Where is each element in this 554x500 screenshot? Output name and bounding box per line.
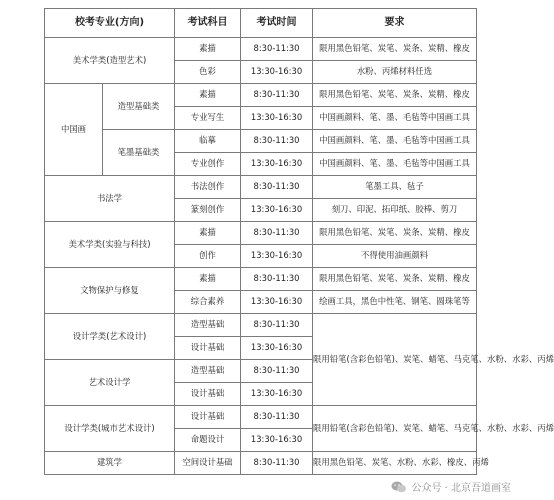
requirement-cell: 不得使用油画颜料	[313, 245, 477, 268]
major-cell: 艺术设计学	[45, 360, 175, 406]
time-cell: 13:30-16:30	[241, 429, 313, 452]
major-cell: 美术学类(造型艺术)	[45, 38, 175, 84]
requirement-cell: 刻刀、印泥、拓印纸、胶棒、剪刀	[313, 199, 477, 222]
requirement-cell: 限用黑色铅笔、炭笔、炭条、炭精、橡皮	[313, 222, 477, 245]
subject-cell: 素描	[175, 268, 241, 291]
requirement-cell-urban: 限用铅笔(含彩色铅笔)、炭笔、蜡笔、马克笔、水粉、水彩、丙烯	[313, 406, 477, 452]
requirement-cell: 水粉、丙烯材料任选	[313, 61, 477, 84]
major-cell: 建筑学	[45, 452, 175, 475]
subject-cell: 书法创作	[175, 176, 241, 199]
major-cell: 中国画	[45, 84, 103, 176]
subject-cell: 造型基础	[175, 314, 241, 337]
requirement-cell: 绘画工具，黑色中性笔、钢笔、圆珠笔等	[313, 291, 477, 314]
major-cell: 设计学类(城市艺术设计)	[45, 406, 175, 452]
table-row	[45, 38, 477, 61]
watermark	[391, 479, 511, 494]
header-subject: 考试科目	[175, 9, 241, 38]
time-cell: 13:30-16:30	[241, 291, 313, 314]
major-cell: 设计学类(艺术设计)	[45, 314, 175, 360]
time-cell: 8:30-11:30	[241, 314, 313, 337]
subject-cell: 造型基础	[175, 360, 241, 383]
requirement-cell: 限用黑色铅笔、炭笔、炭条、炭精、橡皮	[313, 84, 477, 107]
requirement-cell-design: 限用铅笔(含彩色铅笔)、炭笔、蜡笔、马克笔、水粉、水彩、丙烯	[313, 314, 477, 406]
table-row	[45, 130, 477, 153]
subject-cell: 设计基础	[175, 383, 241, 406]
subject-cell: 专业创作	[175, 153, 241, 176]
table-row	[45, 176, 477, 199]
requirement-cell: 中国画颜料、笔、墨、毛毡等中国画工具	[313, 153, 477, 176]
time-cell: 13:30-16:30	[241, 107, 313, 130]
subject-cell: 创作	[175, 245, 241, 268]
major-cell: 书法学	[45, 176, 175, 222]
major-cell: 美术学类(实验与科技)	[45, 222, 175, 268]
table-row	[45, 314, 477, 337]
subject-cell: 命题设计	[175, 429, 241, 452]
header-requirement: 要求	[313, 9, 477, 38]
major-cell: 文物保护与修复	[45, 268, 175, 314]
table-header-row	[45, 9, 477, 38]
subject-cell: 设计基础	[175, 337, 241, 360]
time-cell: 13:30-16:30	[241, 153, 313, 176]
subject-cell: 空间设计基础	[175, 452, 241, 475]
time-cell: 13:30-16:30	[241, 383, 313, 406]
subject-cell: 素描	[175, 84, 241, 107]
requirement-cell: 中国画颜料、笔、墨、毛毡等中国画工具	[313, 130, 477, 153]
requirement-cell: 限用黑色铅笔、炭笔、炭条、炭精、橡皮	[313, 38, 477, 61]
header-major: 校考专业(方向)	[45, 9, 175, 38]
time-cell: 13:30-16:30	[241, 245, 313, 268]
header-time: 考试时间	[241, 9, 313, 38]
table-row	[45, 406, 477, 429]
subject-cell: 综合素养	[175, 291, 241, 314]
time-cell: 8:30-11:30	[241, 268, 313, 291]
time-cell: 13:30-16:30	[241, 61, 313, 84]
time-cell: 13:30-16:30	[241, 337, 313, 360]
time-cell: 8:30-11:30	[241, 222, 313, 245]
table-row	[45, 268, 477, 291]
time-cell: 8:30-11:30	[241, 452, 313, 475]
subject-cell: 素描	[175, 222, 241, 245]
requirement-cell: 笔墨工具、毡子	[313, 176, 477, 199]
subject-cell: 色彩	[175, 61, 241, 84]
sub-direction-cell: 笔墨基础类	[103, 130, 175, 176]
time-cell: 8:30-11:30	[241, 84, 313, 107]
time-cell: 8:30-11:30	[241, 130, 313, 153]
sub-direction-cell: 造型基础类	[103, 84, 175, 130]
subject-cell: 临摹	[175, 130, 241, 153]
requirement-cell: 限用黑色铅笔、炭笔、水粉、水彩、橡皮、丙烯	[313, 452, 477, 475]
watermark-text: 公众号 · 北京吾道画室	[411, 483, 511, 494]
subject-cell: 素描	[175, 38, 241, 61]
table-row	[45, 222, 477, 245]
table-row	[45, 452, 477, 475]
subject-cell: 专业写生	[175, 107, 241, 130]
requirement-cell: 中国画颜料、笔、墨、毛毡等中国画工具	[313, 107, 477, 130]
subject-cell: 设计基础	[175, 406, 241, 429]
subject-cell: 篆刻创作	[175, 199, 241, 222]
wechat-icon	[391, 481, 407, 493]
time-cell: 8:30-11:30	[241, 406, 313, 429]
time-cell: 8:30-11:30	[241, 176, 313, 199]
exam-schedule-table	[44, 8, 554, 475]
requirement-cell: 限用黑色铅笔、炭笔、炭条、炭精、橡皮	[313, 268, 477, 291]
time-cell: 8:30-11:30	[241, 38, 313, 61]
time-cell: 13:30-16:30	[241, 199, 313, 222]
time-cell: 8:30-11:30	[241, 360, 313, 383]
table-row	[45, 84, 477, 107]
